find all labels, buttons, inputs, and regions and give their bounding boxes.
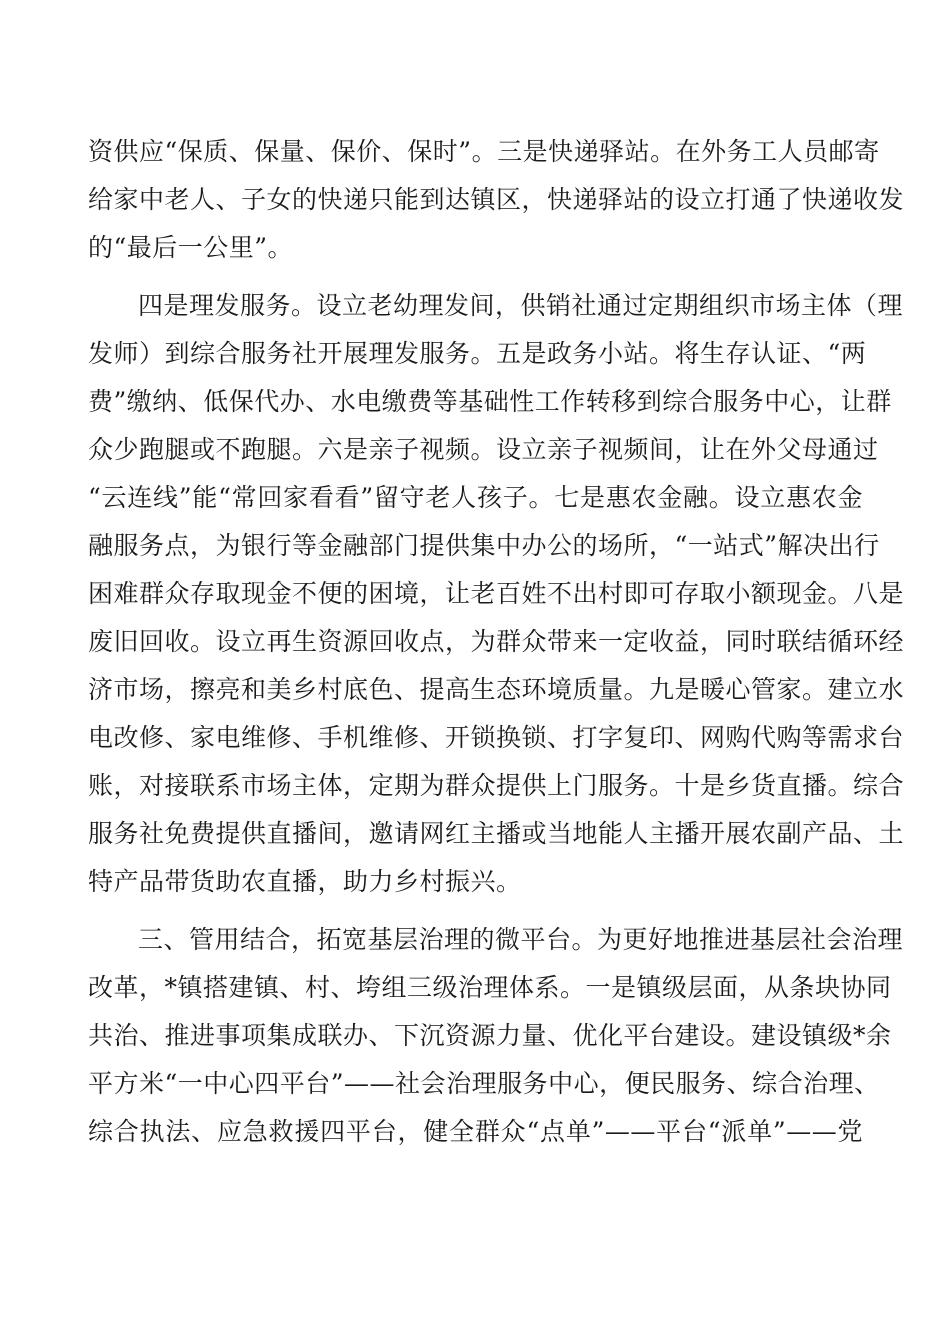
text-line: 废旧回收。设立再生资源回收点，为群众带来一定收益，同时联结循环经 (88, 627, 905, 656)
text-line: 综合执法、应急救援四平台，健全群众“点单”——平台“派单”——党 (88, 1117, 863, 1146)
text-line: 费”缴纳、低保代办、水电缴费等基础性工作转移到综合服务中心，让群 (88, 387, 892, 416)
text-line: 四是理发服务。设立老幼理发间，供销社通过定期组织市场主体（理 (138, 291, 904, 320)
text-line: 共治、推进事项集成联办、下沉资源力量、优化平台建设。建设镇级*余 (88, 1021, 892, 1050)
text-line: 特产品带货助农直播，助力乡村振兴。 (88, 867, 522, 896)
text-line: 的“最后一公里”。 (88, 233, 294, 262)
text-line: 资供应“保质、保量、保价、保时”。三是快递驿站。在外务工人员邮寄 (88, 137, 880, 166)
text-line: 三、管用结合，拓宽基层治理的微平台。为更好地推进基层社会治理 (138, 925, 904, 954)
text-line: 电改修、家电维修、手机维修、开锁换锁、打字复印、网购代购等需求台 (88, 723, 905, 752)
text-line: 服务社免费提供直播间，邀请网红主播或当地能人主播开展农副产品、土 (88, 819, 905, 848)
text-line: 平方米“一中心四平台”——社会治理服务中心，便民服务、综合治理、 (88, 1069, 880, 1098)
text-line: 济市场，擦亮和美乡村底色、提高生态环境质量。九是暖心管家。建立水 (88, 675, 905, 704)
text-line: “云连线”能“常回家看看”留守老人孩子。七是惠农金融。设立惠农金 (88, 483, 863, 512)
text-line: 发师）到综合服务社开展理发服务。五是政务小站。将生存认证、“两 (88, 339, 867, 368)
text-line: 给家中老人、子女的快递只能到达镇区，快递驿站的设立打通了快递收发 (88, 185, 905, 214)
text-line: 困难群众存取现金不便的困境，让老百姓不出村即可存取小额现金。八是 (88, 579, 905, 608)
text-line: 融服务点，为银行等金融部门提供集中办公的场所，“一站式”解决出行 (88, 531, 880, 560)
text-line: 账，对接联系市场主体，定期为群众提供上门服务。十是乡货直播。综合 (88, 771, 905, 800)
text-line: 改革，*镇搭建镇、村、垮组三级治理体系。一是镇级层面，从条块协同 (88, 973, 892, 1002)
text-line: 众少跑腿或不跑腿。六是亲子视频。设立亲子视频间，让在外父母通过 (88, 435, 879, 464)
